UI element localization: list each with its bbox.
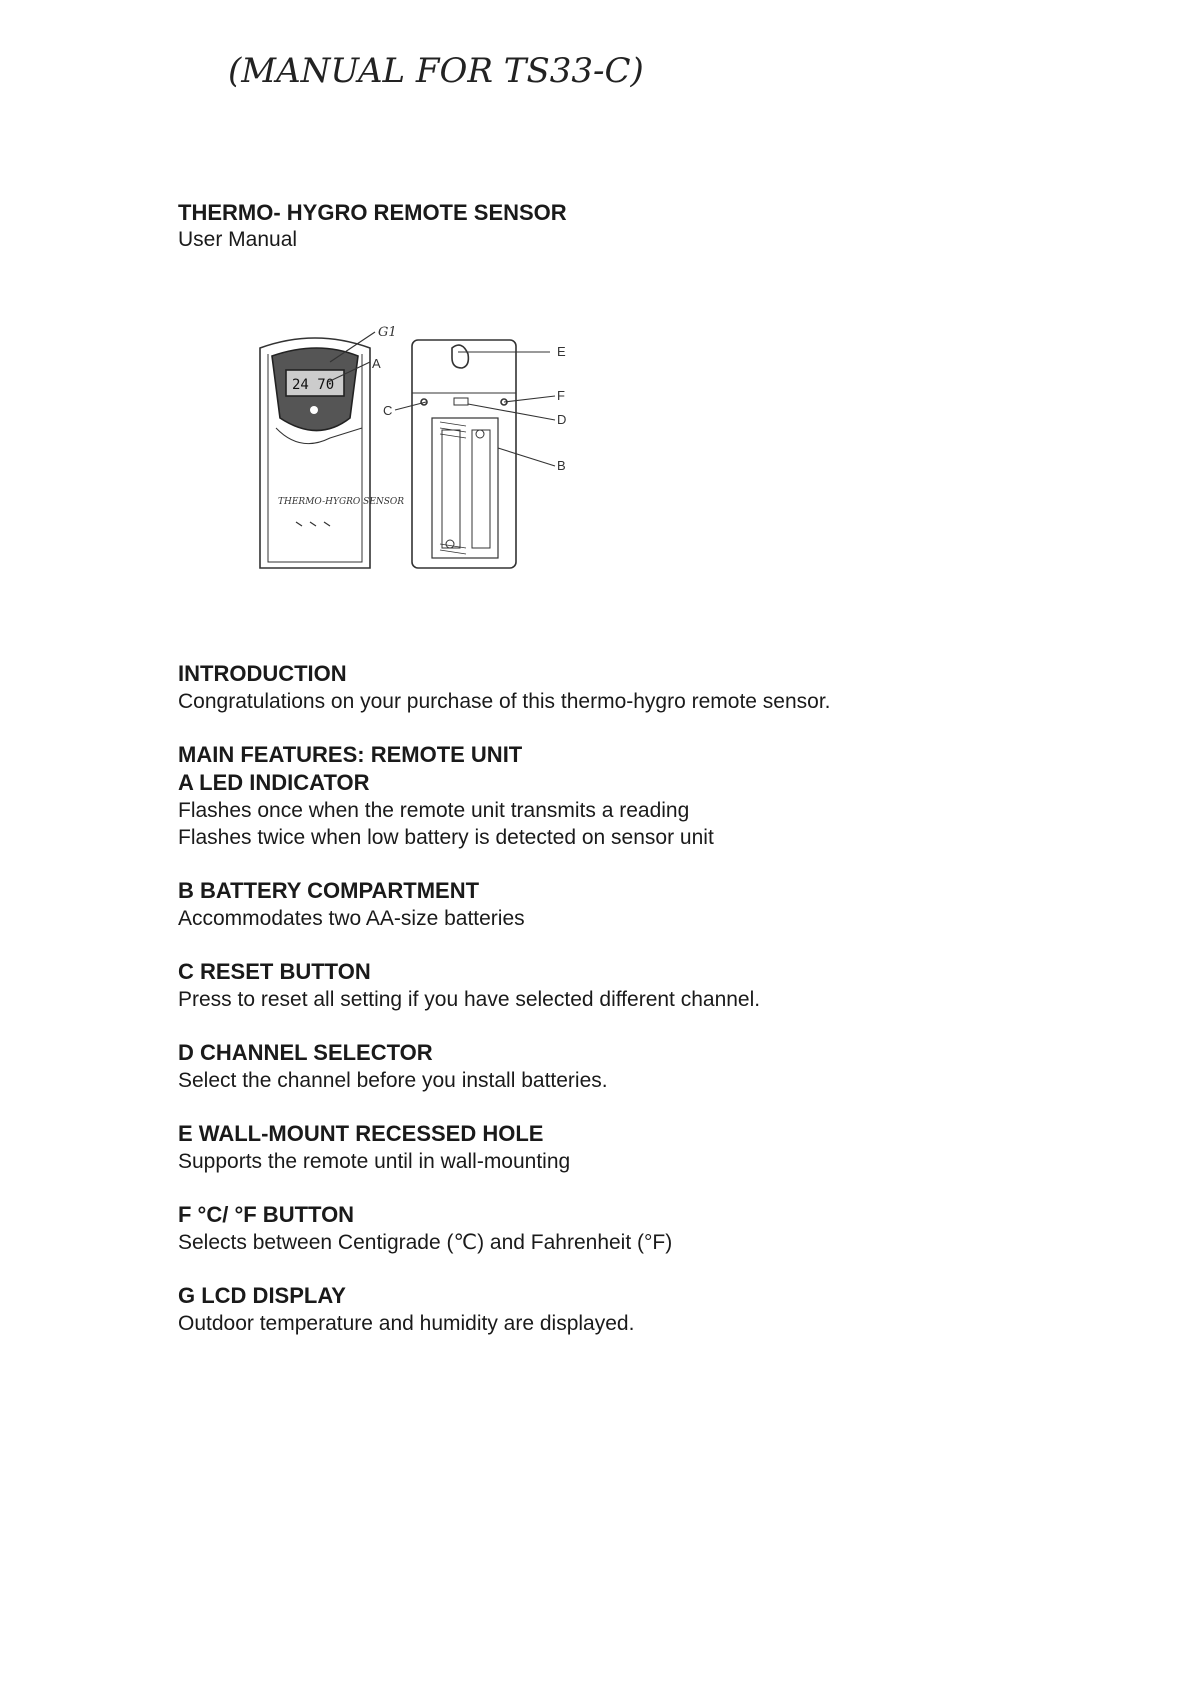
back-unit-drawing [412, 340, 516, 568]
label-c: C [383, 403, 393, 418]
device-brand-text: THERMO-HYGRO SENSOR [278, 497, 405, 507]
channel-selector-icon [454, 398, 468, 405]
section-heading: D CHANNEL SELECTOR [178, 1040, 433, 1065]
section-battery-compartment [178, 877, 1098, 932]
section-subheading: A LED INDICATOR [178, 770, 370, 795]
sensor-diagram [200, 318, 680, 618]
section-text: Press to reset all setting if you have selected different channel. [178, 988, 761, 1011]
handwritten-note [228, 24, 698, 114]
section-text: Selects between Centigrade (℃) and Fahrenheit (°F) [178, 1231, 673, 1254]
section-heading: MAIN FEATURES: REMOTE UNIT [178, 742, 523, 767]
section-text: Accommodates two AA-size batteries [178, 907, 525, 930]
section-led-indicator [178, 741, 1098, 851]
section-temp-unit-button [178, 1201, 1098, 1256]
section-channel-selector [178, 1039, 1098, 1094]
section-text: Congratulations on your purchase of this thermo-hygro remote sensor. [178, 690, 831, 713]
section-heading: INTRODUCTION [178, 661, 347, 686]
section-reset-button [178, 958, 1098, 1013]
section-text: Flashes once when the remote unit transmits a reading [178, 799, 690, 822]
section-text: Select the channel before you install batteries. [178, 1069, 608, 1092]
label-d: D [557, 412, 567, 427]
lcd-readout: 24 70 [292, 377, 335, 393]
section-text: Flashes twice when low battery is detected on sensor unit [178, 826, 714, 849]
label-a: A [372, 356, 381, 371]
document-subtitle: User Manual [178, 228, 298, 251]
led-indicator-icon [310, 406, 318, 414]
label-g1: G1 [378, 325, 397, 340]
label-f: F [557, 388, 565, 403]
section-heading: F °C/ °F BUTTON [178, 1202, 355, 1227]
handwritten-note-text: (MANUAL FOR TS33-C) [228, 51, 644, 91]
section-text: Outdoor temperature and humidity are displayed. [178, 1312, 635, 1335]
label-e: E [557, 344, 566, 359]
section-heading: C RESET BUTTON [178, 959, 371, 984]
section-text: Supports the remote until in wall-mounting [178, 1150, 571, 1173]
section-heading: B BATTERY COMPARTMENT [178, 878, 480, 903]
document-title: THERMO- HYGRO REMOTE SENSOR [178, 200, 567, 225]
section-lcd-display [178, 1282, 1098, 1337]
label-b: B [557, 458, 566, 473]
front-unit-drawing [260, 338, 404, 568]
section-heading: G LCD DISPLAY [178, 1283, 346, 1308]
section-heading: E WALL-MOUNT RECESSED HOLE [178, 1121, 544, 1146]
section-introduction [178, 660, 1098, 715]
section-wall-mount [178, 1120, 1098, 1175]
manual-body [178, 660, 1098, 1337]
